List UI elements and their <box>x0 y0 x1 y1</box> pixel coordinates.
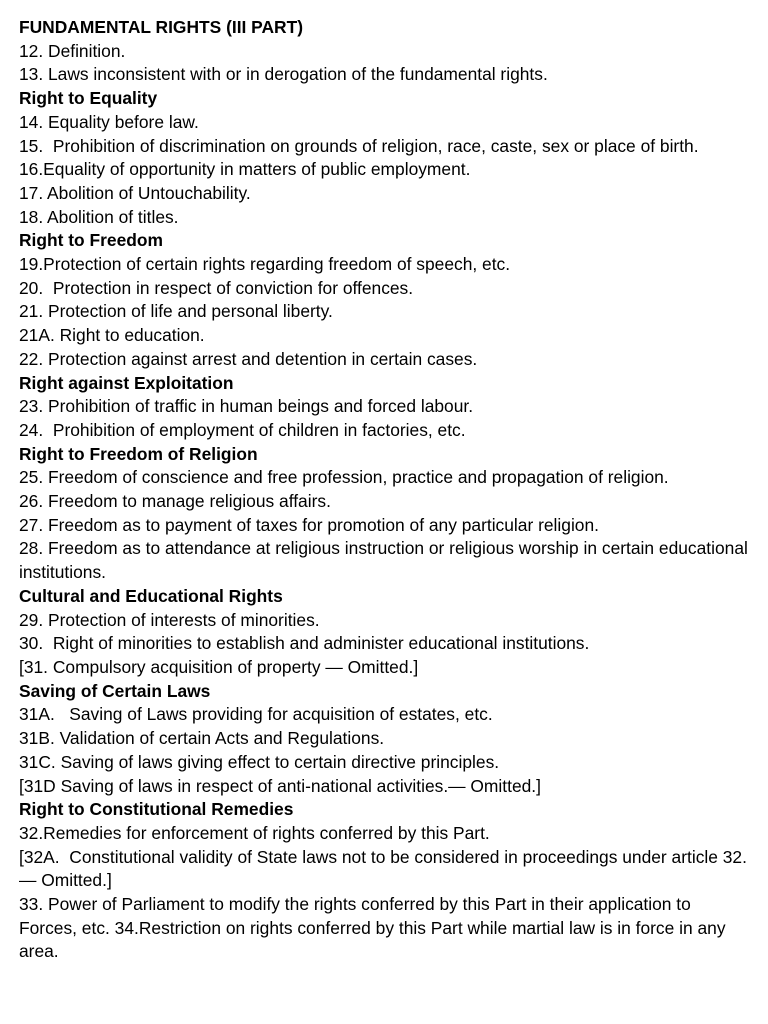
article-item: 22. Protection against arrest and detention in certain cases. <box>19 348 478 369</box>
section-heading: Right to Freedom of Religion <box>19 443 258 464</box>
article-item: 23. Prohibition of traffic in human beings and forced labour. <box>19 396 474 417</box>
document-title: FUNDAMENTAL RIGHTS (III PART) <box>19 17 304 37</box>
section-heading: Right against Exploitation <box>19 372 234 393</box>
section-heading: Cultural and Educational Rights <box>19 585 283 606</box>
article-item: 21A. Right to education. <box>19 325 205 346</box>
article-item: 20. Protection in respect of conviction for offences. <box>19 277 414 298</box>
article-item: 29. Protection of interests of minorities. <box>19 609 320 630</box>
article-list <box>19 40 753 964</box>
article-item: [32A. Constitutional validity of State laws not to be considered in proceedings under article 32. — Omitted.] <box>19 846 752 891</box>
article-item: 28. Freedom as to attendance at religious instruction or religious worship in certain educational institutions. <box>19 538 753 583</box>
article-item: 24. Prohibition of employment of children in factories, etc. <box>19 419 466 440</box>
article-item: 31A. Saving of Laws providing for acquisition of estates, etc. <box>19 704 493 725</box>
article-item: 30. Right of minorities to establish and administer educational institutions. <box>19 633 590 654</box>
article-item: 19.Protection of certain rights regarding freedom of speech, etc. <box>19 254 511 275</box>
article-item: 25. Freedom of conscience and free profession, practice and propagation of religion. <box>19 467 669 488</box>
article-item: 33. Power of Parliament to modify the rights conferred by this Part in their application to Forces, etc. 34.Restriction on rights conferred by this Part while martial law is in force in any area. <box>19 894 731 962</box>
article-item: 26. Freedom to manage religious affairs. <box>19 491 331 512</box>
article-item: 18. Abolition of titles. <box>19 206 179 227</box>
article-item: [31. Compulsory acquisition of property — Omitted.] <box>19 656 419 677</box>
article-item: [31D Saving of laws in respect of anti-national activities.— Omitted.] <box>19 775 541 796</box>
article-item: 21. Protection of life and personal liberty. <box>19 301 333 322</box>
article-item: 31C. Saving of laws giving effect to certain directive principles. <box>19 751 500 772</box>
article-item: 13. Laws inconsistent with or in derogation of the fundamental rights. <box>19 64 548 85</box>
article-item: 31B. Validation of certain Acts and Regulations. <box>19 728 385 749</box>
document-body <box>19 16 753 964</box>
section-heading: Right to Constitutional Remedies <box>19 799 294 820</box>
article-item: 17. Abolition of Untouchability. <box>19 182 251 203</box>
article-item: 14. Equality before law. <box>19 111 199 132</box>
article-item: 12. Definition. <box>19 40 126 61</box>
section-heading: Right to Freedom <box>19 230 163 251</box>
article-item: 15. Prohibition of discrimination on grounds of religion, race, caste, sex or place of birth. <box>19 135 699 156</box>
section-heading: Right to Equality <box>19 88 158 109</box>
article-item: 27. Freedom as to payment of taxes for promotion of any particular religion. <box>19 514 599 535</box>
article-item: 32.Remedies for enforcement of rights conferred by this Part. <box>19 822 490 843</box>
section-heading: Saving of Certain Laws <box>19 680 211 701</box>
article-item: 16.Equality of opportunity in matters of public employment. <box>19 159 471 180</box>
